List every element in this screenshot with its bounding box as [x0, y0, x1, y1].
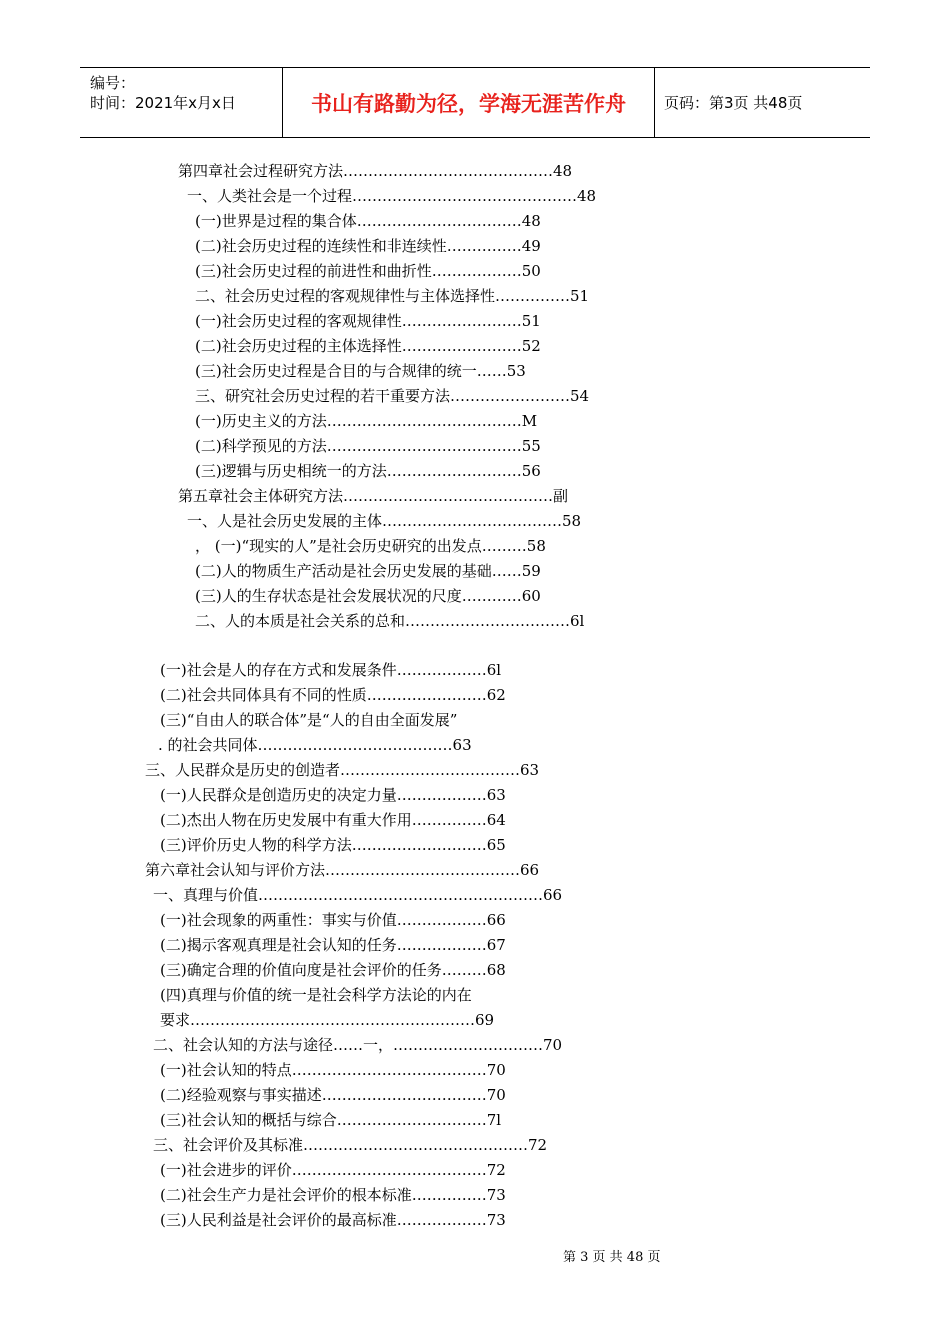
toc-line: (一)社会是人的存在方式和发展条件………………6l [160, 661, 502, 679]
toc-line: (三)社会认知的概括与综合…………………………7l [160, 1111, 502, 1129]
toc-line: (一)社会现象的两重性：事实与价值………………66 [160, 911, 506, 929]
number-label: 编号： [90, 74, 136, 92]
toc-line: (二)社会共同体具有不同的性质……………………62 [160, 686, 506, 704]
toc-line: (三)社会历史过程的前进性和曲折性………………50 [195, 262, 541, 280]
toc-line: 三、人民群众是历史的创造者………………………………63 [145, 761, 540, 779]
toc-line: . 的社会共同体…………………………………63 [158, 736, 472, 754]
toc-line: (三)确定合理的价值向度是社会评价的任务………68 [160, 961, 506, 979]
toc-line: (一)社会历史过程的客观规律性……………………51 [195, 312, 541, 330]
toc-line: (二)社会历史过程的主体选择性……………………52 [195, 337, 541, 355]
toc-line: (三)人民利益是社会评价的最高标准………………73 [160, 1211, 506, 1229]
toc-line: (二)科学预见的方法…………………………………55 [195, 437, 541, 455]
motto-text: 书山有路勤为径，学海无涯苦作舟 [311, 91, 626, 116]
toc-line: 第六章社会认知与评价方法…………………………………66 [145, 861, 540, 879]
toc-line: 第四章社会过程研究方法……………………………………48 [178, 162, 573, 180]
toc-line: (一)历史主义的方法…………………………………M [195, 412, 538, 430]
toc-line: (三)评价历史人物的科学方法………………………65 [160, 836, 506, 854]
toc-line: ， (一)“现实的人”是社会历史研究的出发点………58 [195, 537, 546, 555]
toc-line: 二、人的本质是社会关系的总和……………………………6l [195, 612, 585, 630]
toc-line: (二)人的物质生产活动是社会历史发展的基础……59 [195, 562, 541, 580]
toc-line: 二、社会历史过程的客观规律性与主体选择性……………51 [195, 287, 590, 305]
toc-line: 三、研究社会历史过程的若干重要方法……………………54 [195, 387, 590, 405]
toc-line: 三、社会评价及其标准………………………………………72 [153, 1136, 548, 1154]
toc-line: (三)“自由人的联合体”是“人的自由全面发展” [160, 711, 458, 729]
toc-line: (四)真理与价值的统一是社会科学方法论的内在 [160, 986, 472, 1004]
toc-line: (三)社会历史过程是合目的与合规律的统一……53 [195, 362, 526, 380]
toc-line: (一)社会认知的特点…………………………………70 [160, 1061, 506, 1079]
toc-line: 一、人是社会历史发展的主体………………………………58 [187, 512, 582, 530]
toc-line: (一)世界是过程的集合体……………………………48 [195, 212, 541, 230]
date-label: 时间：2021年x月x日 [90, 94, 236, 112]
toc-line: (二)杰出人物在历史发展中有重大作用……………64 [160, 811, 506, 829]
toc-line: (一)人民群众是创造历史的决定力量………………63 [160, 786, 506, 804]
toc-line: (一)社会进步的评价…………………………………72 [160, 1161, 506, 1179]
toc-line: 一、真理与价值…………………………………………………66 [153, 886, 563, 904]
toc-line: (二)揭示客观真理是社会认知的任务………………67 [160, 936, 506, 954]
toc-line: (二)社会历史过程的连续性和非连续性……………49 [195, 237, 541, 255]
toc-line: 第五章社会主体研究方法……………………………………副 [178, 487, 569, 505]
toc-line: (三)逻辑与历史相统一的方法………………………56 [195, 462, 541, 480]
toc-line: (二)社会生产力是社会评价的根本标准……………73 [160, 1186, 506, 1204]
toc-line: (二)经验观察与事实描述……………………………70 [160, 1086, 506, 1104]
footer-page-number: 第 3 页 共 48 页 [563, 1250, 661, 1265]
toc-line: 要求…………………………………………………69 [160, 1011, 495, 1029]
page-info-text: 页码：第3页 共48页 [664, 94, 803, 112]
toc-line: 二、社会认知的方法与途径……一，…………………………70 [153, 1036, 563, 1054]
toc-line: (三)人的生存状态是社会发展状况的尺度…………60 [195, 587, 541, 605]
toc-line: 一、人类社会是一个过程………………………………………48 [187, 187, 597, 205]
